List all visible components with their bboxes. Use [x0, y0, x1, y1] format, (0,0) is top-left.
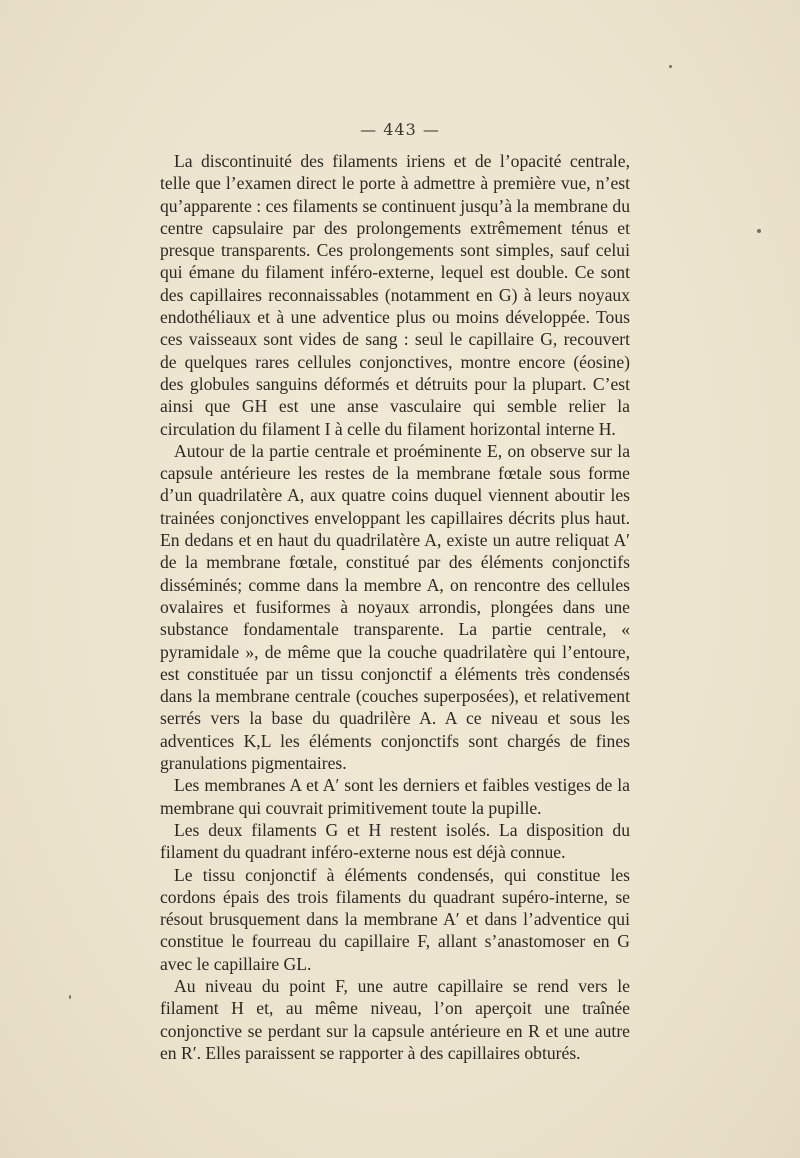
paragraph: Au niveau du point F, une autre capillaire se rend vers le filament H et, au même niveau, l’on aperçoit une traînée conjonctive se perdant sur la capsule antérieure en R et une autre en R′. Elles paraissent se rapporter à des capillaires obturés.: [160, 975, 630, 1063]
paper-speck: [757, 229, 761, 233]
paper-speck: [69, 995, 71, 999]
paper-speck: [669, 65, 672, 68]
page-number: — 443 —: [360, 120, 440, 139]
paragraph: Les membranes A et A′ sont les derniers et faibles vestiges de la membrane qui couvrait primitivement toute la pupille.: [160, 775, 630, 818]
paragraph: Les deux filaments G et H restent isolés. La disposition du filament du quadrant inféro-externe nous est déjà connue.: [160, 819, 630, 863]
paragraph: Autour de la partie centrale et proéminente E, on observe sur la capsule antérieure les restes de la membrane fœtale sous forme d’un quadrilatère A, aux quatre coins duquel viennent aboutir les trainées conjonctives enveloppant les capillaires décrits plus haut. En dedans et en haut du quadrilatère A, existe un autre reliquat A′ de la membrane fœtale, constitué par des éléments conjonctifs disséminés; comme dans la membre A, on rencontre des cellules ovalaires et fusiformes à noyaux arrondis, plongées dans une substance fondamentale transparente. La partie centrale, « pyramidale », de même que la couche quadrilatère qui l’entoure, est constituée par un tissu conjonctif a éléments très condensés dans la membrane centrale (couches superposées), et relativement serrés vers la base du quadrilère A. A ce niveau et sous les adventices K,L les éléments conjonctifs sont chargés de fines granulations pigmentaires.: [160, 440, 630, 774]
paragraph: La discontinuité des filaments iriens et de l’opacité centrale, telle que l’examen direct le porte à admettre à première vue, n’est qu’apparente : ces filaments se continuent jusqu’à la membrane du centre capsulaire par des prolongements extrêmement ténus et presque transparents. Ces prolongements sont simples, sauf celui qui émane du filament inféro-externe, lequel est double. Ce sont des capillaires reconnaissables (notamment en G) à leurs noyaux endothéliaux et à une adventice plus ou moins développée. Tous ces vaisseaux sont vides de sang : seul le capillaire G, recouvert de quelques rares cellules conjonctives, montre encore (éosine) des globules sanguins déformés et détruits pour la plupart. C’est ainsi que GH est une anse vasculaire qui semble relier la circulation du filament I à celle du filament horizontal interne H.: [160, 151, 630, 439]
paragraph: Le tissu conjonctif à éléments condensés, qui constitue les cordons épais des trois filaments du quadrant supéro-interne, se résout brusquement dans la membrane A′ et dans l’adventice qui constitue le fourreau du capillaire F, allant s’anastomoser en G avec le capillaire GL.: [160, 864, 630, 974]
body-text: [160, 150, 630, 1064]
